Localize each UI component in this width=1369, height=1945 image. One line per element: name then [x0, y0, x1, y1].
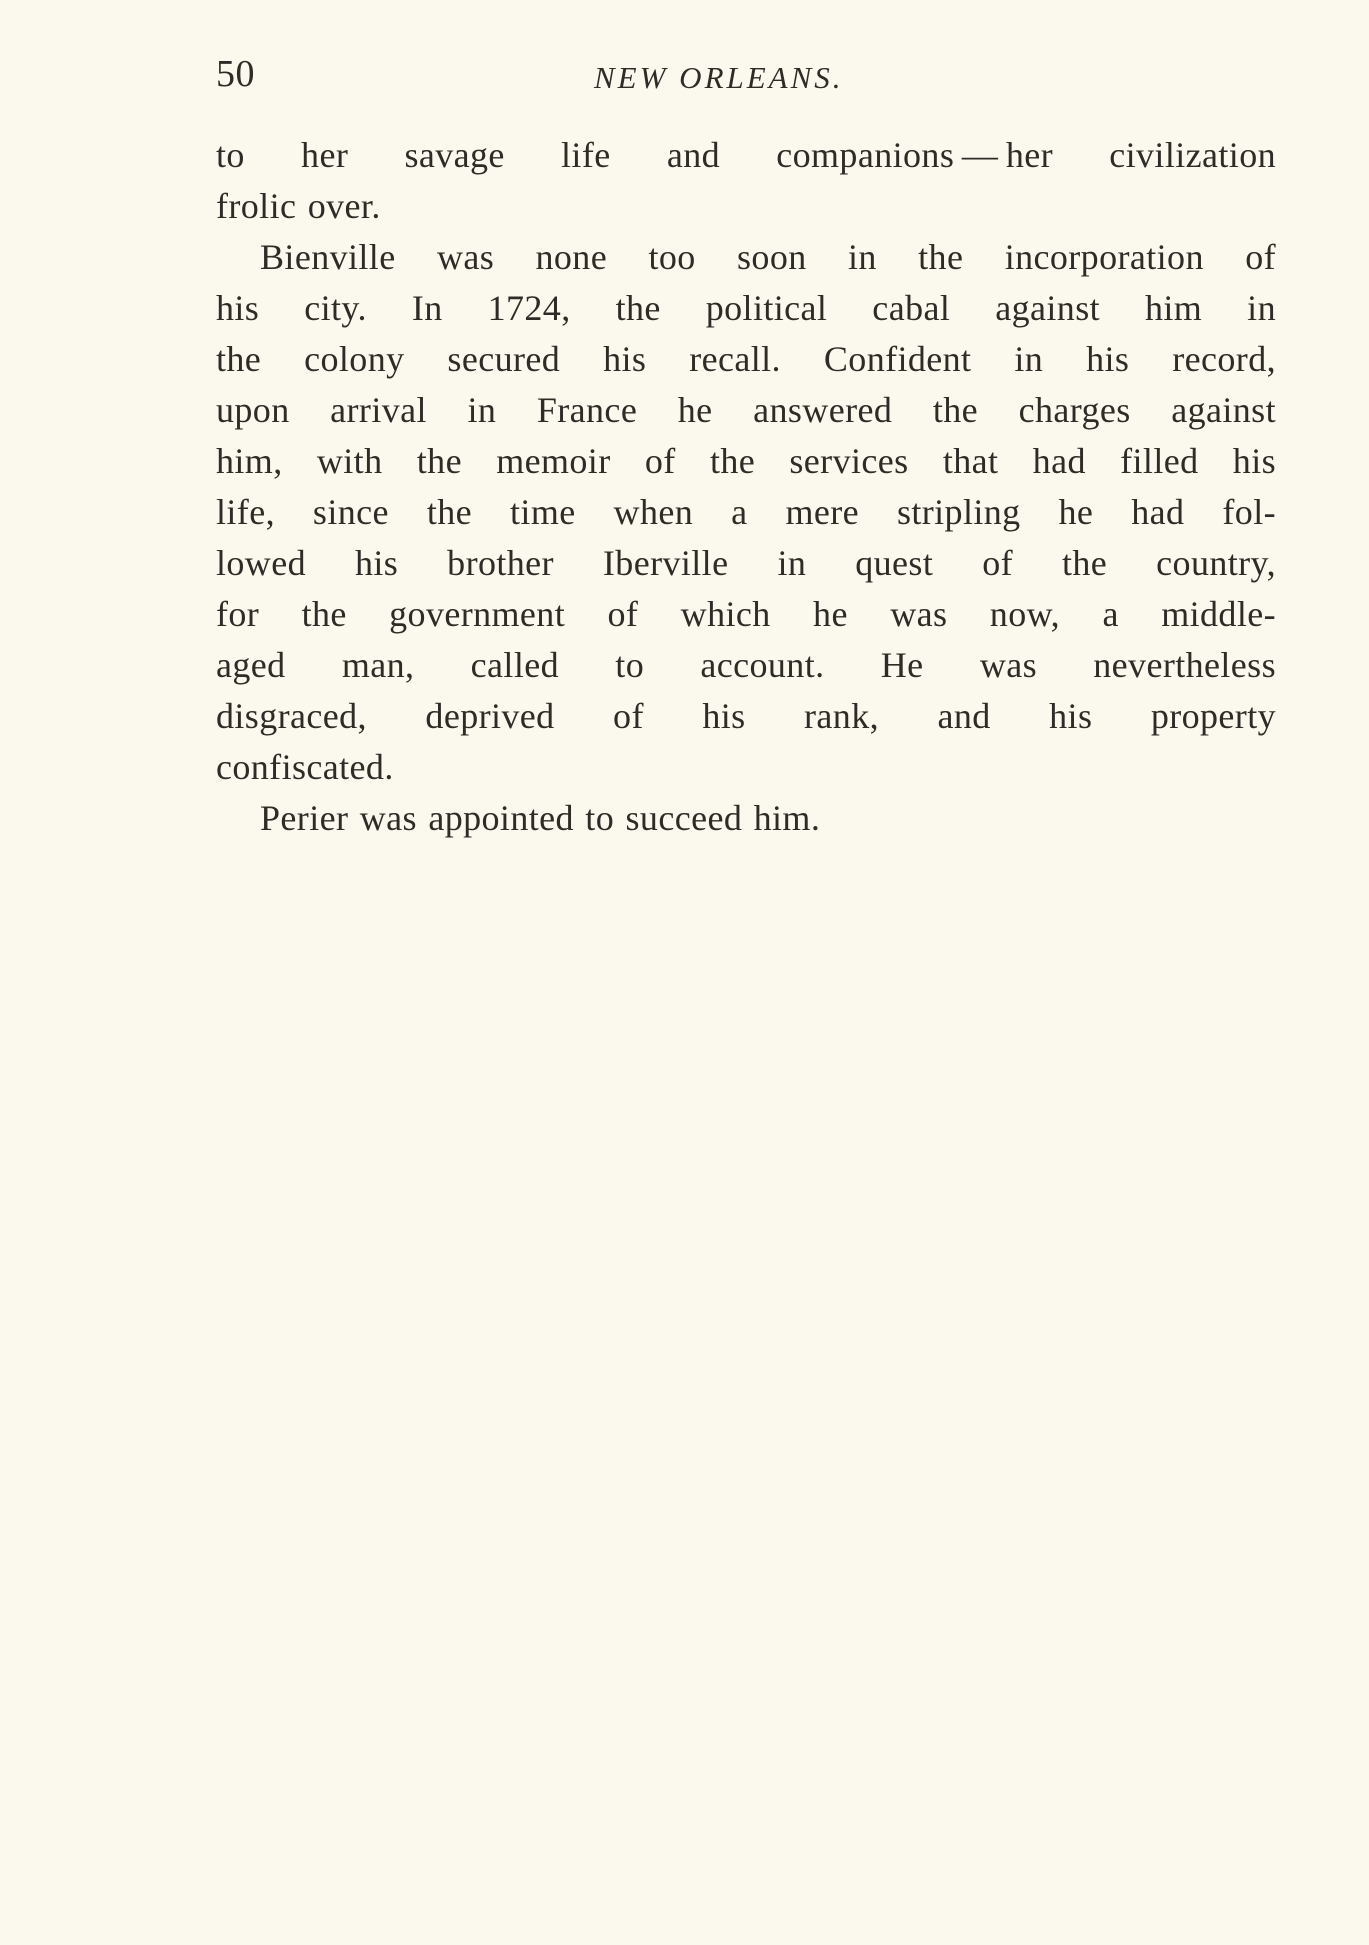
paragraph-3 [216, 793, 1276, 844]
text-line: aged man, called to account. He was nevertheless [216, 645, 1276, 685]
text-line: for the government of which he was now, a middle- [216, 594, 1276, 634]
text-line: Perier was appointed to succeed him. [260, 798, 821, 838]
text-line: lowed his brother Iberville in quest of the country, [216, 543, 1276, 583]
text-line: Bienville was none too soon in the incorporation of [260, 237, 1276, 277]
text-line: disgraced, deprived of his rank, and his property [216, 696, 1276, 736]
running-title: NEW ORLEANS. [594, 60, 844, 95]
text-line: to her savage life and companions — her civilization [216, 135, 1276, 175]
page-number: 50 [216, 53, 255, 95]
paragraph-2 [216, 232, 1276, 793]
text-line: frolic over. [216, 186, 381, 226]
paragraph-1 [216, 130, 1276, 232]
text-line: upon arrival in France he answered the charges against [216, 390, 1276, 430]
running-head [216, 52, 1276, 112]
text-line: confiscated. [216, 747, 394, 787]
text-line: his city. In 1724, the political cabal against him in [216, 288, 1276, 328]
text-line: the colony secured his recall. Confident in his record, [216, 339, 1276, 379]
body-text [216, 130, 1276, 844]
text-line: him, with the memoir of the services that had filled his [216, 441, 1276, 481]
text-line: life, since the time when a mere stripling he had fol- [216, 492, 1276, 532]
